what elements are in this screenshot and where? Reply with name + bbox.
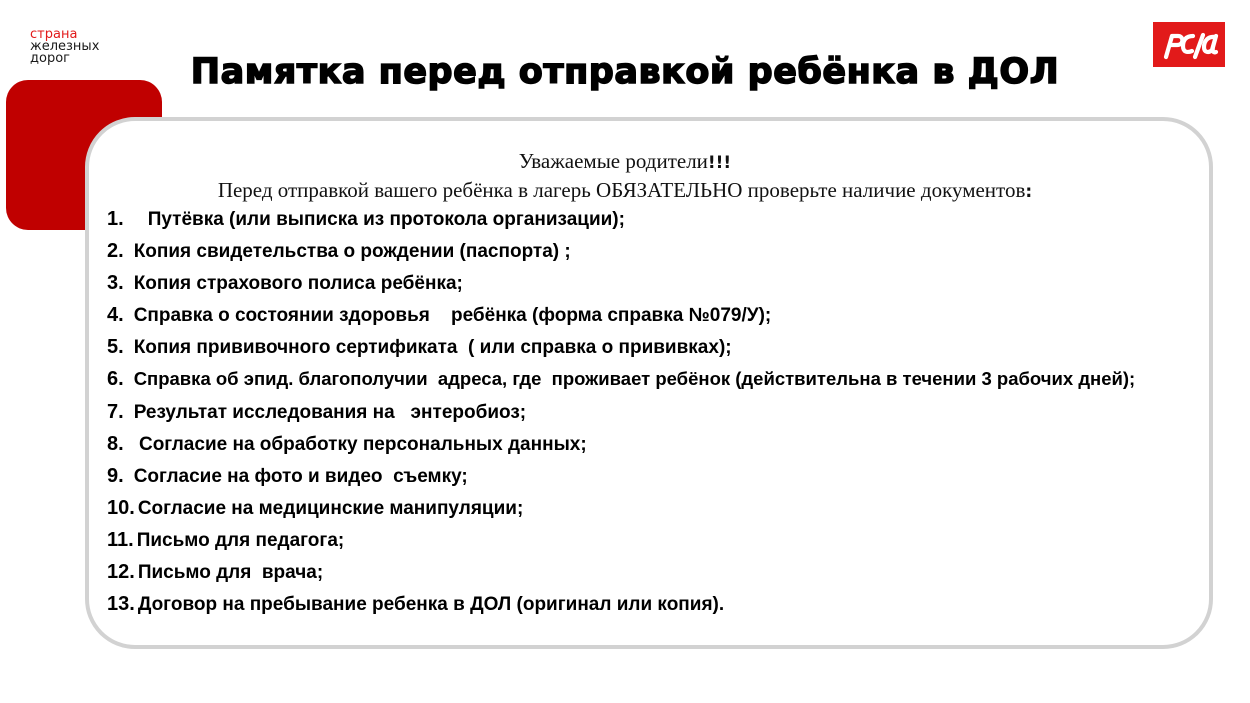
item-text: Копия прививочного сертификата ( или справка о прививках);: [133, 337, 732, 359]
item-number: 2.: [107, 240, 124, 263]
item-text: Согласие на медицинские манипуляции;: [137, 497, 524, 519]
item-number: 13.: [107, 593, 135, 616]
brand-line-1: страна: [30, 27, 78, 42]
list-item: [107, 302, 1135, 334]
item-text: Согласие на обработку персональных данных;: [133, 433, 587, 455]
item-text: Договор на пребывание ребенка в ДОЛ (оригинал или копия).: [137, 594, 725, 616]
item-number: 8.: [107, 432, 124, 455]
greeting-exclamation-marks: !!!: [707, 153, 732, 173]
document-checklist: [107, 206, 1135, 623]
list-item: [107, 366, 1135, 398]
list-item: [107, 334, 1135, 366]
item-text: Письмо для педагога;: [136, 529, 345, 551]
item-text: Путёвка (или выписка из протокола организации);: [147, 209, 625, 230]
item-number: 1.: [107, 208, 124, 230]
intro-colon: :: [1025, 182, 1033, 202]
item-text: Копия страхового полиса ребёнка;: [133, 273, 463, 295]
item-number: 9.: [107, 464, 124, 487]
item-number: 6.: [107, 368, 124, 391]
intro-line: [0, 178, 1250, 203]
item-text: Справка о состоянии здоровья ребёнка (форма справка №079/У);: [133, 305, 772, 327]
list-item: [107, 495, 1135, 527]
greeting-line: [0, 149, 1250, 174]
item-number: 10.: [107, 496, 135, 519]
item-text: Результат исследования на энтеробиоз;: [133, 401, 527, 423]
brand-line-2: железных: [30, 39, 100, 54]
list-item: [107, 527, 1135, 559]
page-title: Памятка перед отправкой ребёнка в ДОЛ: [190, 52, 1060, 92]
item-number: 11.: [107, 528, 134, 551]
item-text: Письмо для врача;: [137, 562, 324, 584]
item-number: 7.: [107, 400, 124, 423]
list-item: [107, 463, 1135, 495]
greeting-text: Уважаемые родители: [518, 149, 708, 173]
item-number: 3.: [107, 272, 124, 295]
item-text: Согласие на фото и видео съемку;: [133, 465, 468, 487]
list-item: [107, 270, 1135, 302]
list-item: [107, 431, 1135, 463]
list-item: [107, 591, 1135, 623]
brand-line-3: дорог: [30, 51, 70, 66]
intro-text: Перед отправкой вашего ребёнка в лагерь ОБЯЗАТЕЛЬНО проверьте наличие документов: [217, 178, 1026, 202]
item-number: 12.: [107, 561, 135, 584]
list-item: [107, 206, 1135, 238]
list-item: [107, 559, 1135, 591]
item-text: Справка об эпид. благополучии адреса, где проживает ребёнок (действительна в течении 3 рабочих дней);: [133, 368, 1136, 390]
list-item: [107, 399, 1135, 431]
list-item: [107, 238, 1135, 270]
item-number: 5.: [107, 336, 124, 359]
item-text: Копия свидетельства о рождении (паспорта) ;: [133, 241, 571, 263]
item-number: 4.: [107, 304, 124, 327]
